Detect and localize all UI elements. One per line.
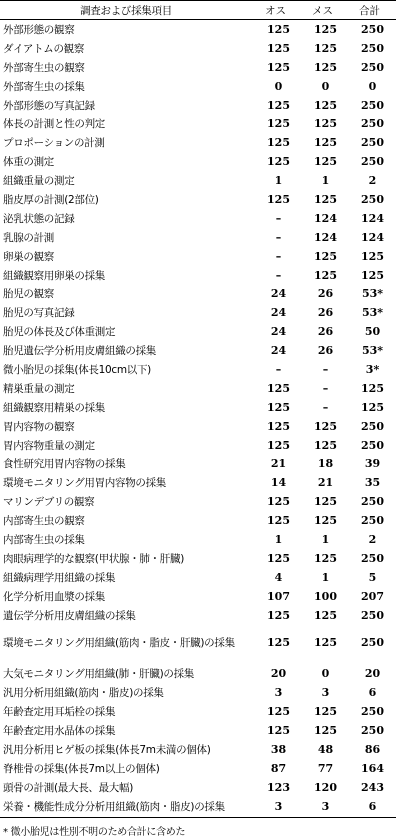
row-male: 125 xyxy=(267,705,290,719)
row-item: 外部形態の写真記録 xyxy=(3,99,95,112)
row-total: 250 xyxy=(361,551,384,565)
header-total: 合計 xyxy=(359,4,380,17)
row-male: 20 xyxy=(270,667,287,681)
table-bottom-rule xyxy=(0,817,396,818)
table-row xyxy=(0,114,396,133)
table-row xyxy=(0,58,396,77)
row-total: 250 xyxy=(361,419,384,433)
table-row xyxy=(0,247,396,266)
row-female: 26 xyxy=(317,306,334,320)
row-female: 48 xyxy=(317,743,334,756)
row-female: 125 xyxy=(314,117,337,131)
row-total: 250 xyxy=(361,724,384,738)
table-row xyxy=(0,303,396,322)
row-male: 125 xyxy=(267,155,290,169)
row-total: 125 xyxy=(361,249,384,263)
row-male: 38 xyxy=(270,743,287,756)
row-female: 124 xyxy=(314,230,337,244)
table-row xyxy=(0,284,396,303)
row-total: 53* xyxy=(361,306,384,320)
row-item: 汎用分析用ヒゲ板の採集(体長7m未満の個体) xyxy=(3,744,211,756)
row-item: 肉眼病理学的な観察(甲状腺・肺・肝臓) xyxy=(3,552,184,565)
row-female: 26 xyxy=(317,344,334,358)
row-male: 125 xyxy=(267,608,290,622)
row-total: 125 xyxy=(361,381,384,395)
table-row xyxy=(0,606,396,625)
row-female: 26 xyxy=(317,325,334,339)
row-female: – xyxy=(322,400,329,414)
row-female: 100 xyxy=(314,589,337,603)
table-row xyxy=(0,568,396,587)
row-item: 胃内容物の観察 xyxy=(3,420,75,433)
row-male: 1 xyxy=(274,532,283,546)
table-row xyxy=(0,266,396,285)
row-female: 125 xyxy=(314,636,337,649)
table-row xyxy=(0,511,396,530)
row-total: 250 xyxy=(361,155,384,169)
row-total: 250 xyxy=(361,705,384,719)
row-item: 環境モニタリング用胃内容物の採集 xyxy=(3,477,166,490)
row-total: 124 xyxy=(361,211,384,225)
row-male: 125 xyxy=(267,551,290,565)
row-male: 125 xyxy=(267,438,290,452)
row-male: 125 xyxy=(267,22,290,36)
row-male: – xyxy=(275,249,282,263)
row-item: 精巣重量の測定 xyxy=(3,382,75,395)
row-male: 21 xyxy=(270,457,287,471)
header-female: メス xyxy=(312,4,333,17)
row-male: 24 xyxy=(270,325,287,339)
row-item: ダイアトムの観察 xyxy=(3,42,85,55)
table-row xyxy=(0,492,396,511)
row-male: 1 xyxy=(274,174,283,188)
row-male: 125 xyxy=(267,724,290,738)
row-item: 体長の計測と性の判定 xyxy=(3,118,105,131)
row-total: 20 xyxy=(364,667,381,681)
table-row xyxy=(0,77,396,96)
row-total: 250 xyxy=(361,98,384,112)
row-male: 123 xyxy=(267,780,290,794)
row-female: 18 xyxy=(317,457,334,471)
row-female: 26 xyxy=(317,287,334,301)
row-total: 250 xyxy=(361,495,384,509)
row-total: 5 xyxy=(368,570,377,584)
row-female: 125 xyxy=(314,155,337,169)
row-female: 125 xyxy=(314,495,337,509)
table-row xyxy=(0,473,396,492)
row-item: 食性研究用胃内容物の採集 xyxy=(3,458,126,471)
row-item: 胎児の写真記録 xyxy=(3,307,75,320)
row-total: 243 xyxy=(361,780,384,794)
row-item: 胃内容物重量の測定 xyxy=(3,439,95,452)
table-row xyxy=(0,778,396,797)
row-male: 14 xyxy=(270,476,287,490)
row-female: 124 xyxy=(314,211,337,225)
row-female: 125 xyxy=(314,249,337,263)
table-row xyxy=(0,228,396,247)
row-male: 87 xyxy=(270,761,287,775)
row-female: 125 xyxy=(314,60,337,74)
row-total: 50 xyxy=(364,325,381,339)
table-header xyxy=(0,0,396,20)
row-total: 250 xyxy=(361,60,384,74)
table-body xyxy=(0,20,396,816)
row-item: 化学分析用血漿の採集 xyxy=(3,590,105,603)
footnote: * 微小胎児は性別不明のため合計に含めた xyxy=(3,826,186,838)
row-male: – xyxy=(275,362,282,376)
row-female: 0 xyxy=(321,79,330,93)
row-male: 24 xyxy=(270,287,287,301)
row-female: – xyxy=(322,362,329,376)
row-item: 内部寄生虫の採集 xyxy=(3,533,85,546)
table-row xyxy=(0,721,396,740)
row-total: 53* xyxy=(361,287,384,301)
row-item: 泌乳状態の記録 xyxy=(3,212,75,225)
row-item: 組織観察用精巣の採集 xyxy=(3,401,105,414)
table-row xyxy=(0,530,396,549)
table-row xyxy=(0,549,396,568)
row-female: 3 xyxy=(321,799,330,813)
row-male: 125 xyxy=(267,514,290,528)
table-row xyxy=(0,39,396,58)
row-female: – xyxy=(322,381,329,395)
row-male: 125 xyxy=(267,192,290,206)
row-male: 125 xyxy=(267,400,290,414)
table-row xyxy=(0,740,396,759)
row-item: 乳腺の計測 xyxy=(3,231,54,244)
row-male: – xyxy=(275,230,282,244)
row-total: 125 xyxy=(361,400,384,414)
row-item: 頭骨の計測(最大長、最大幅) xyxy=(3,781,133,794)
row-female: 125 xyxy=(314,705,337,719)
row-item: 微小胎児の採集(体長10cm以下) xyxy=(3,363,151,376)
row-female: 1 xyxy=(321,532,330,546)
row-male: 24 xyxy=(270,306,287,320)
table-row xyxy=(0,341,396,360)
row-item: 大気モニタリング用組織(肺・肝臓)の採集 xyxy=(3,668,194,681)
row-item: 脊椎骨の採集(体長7m以上の個体) xyxy=(3,762,160,775)
row-item: 胎児遺伝学分析用皮膚組織の採集 xyxy=(3,345,156,358)
table-row xyxy=(0,322,396,341)
row-total: 250 xyxy=(361,22,384,36)
row-total: 250 xyxy=(361,438,384,452)
table-row xyxy=(0,797,396,816)
row-male: 24 xyxy=(270,344,287,358)
row-item: 汎用分析用組織(筋肉・脂皮)の採集 xyxy=(3,687,164,700)
row-male: 0 xyxy=(274,79,283,93)
row-item: 外部寄生虫の観察 xyxy=(3,61,85,74)
row-total: 6 xyxy=(368,686,377,700)
table-row xyxy=(0,152,396,171)
table-row xyxy=(0,625,396,661)
row-item: 体重の測定 xyxy=(3,156,54,169)
row-item: 環境モニタリング用組織(筋肉・脂皮・肝臓)の採集 xyxy=(3,637,235,649)
row-total: 86 xyxy=(364,743,381,756)
row-female: 125 xyxy=(314,98,337,112)
row-item: 栄養・機能性成分分析用組織(筋肉・脂皮)の採集 xyxy=(3,800,225,813)
row-female: 125 xyxy=(314,438,337,452)
row-male: 125 xyxy=(267,60,290,74)
table-row xyxy=(0,96,396,115)
row-male: 125 xyxy=(267,136,290,150)
row-female: 1 xyxy=(321,570,330,584)
table-row xyxy=(0,417,396,436)
row-male: 4 xyxy=(274,570,283,584)
row-total: 6 xyxy=(368,799,377,813)
row-female: 125 xyxy=(314,136,337,150)
row-male: 125 xyxy=(267,419,290,433)
row-female: 125 xyxy=(314,514,337,528)
row-total: 250 xyxy=(361,136,384,150)
row-total: 2 xyxy=(368,532,377,546)
row-female: 3 xyxy=(321,686,330,700)
row-total: 125 xyxy=(361,268,384,282)
row-item: 年齢査定用耳垢栓の採集 xyxy=(3,706,116,719)
row-male: – xyxy=(275,211,282,225)
row-item: 外部寄生虫の採集 xyxy=(3,80,85,93)
row-female: 0 xyxy=(321,667,330,681)
row-male: 125 xyxy=(267,98,290,112)
row-item: 内部寄生虫の観察 xyxy=(3,515,85,528)
table-row xyxy=(0,436,396,455)
table-row xyxy=(0,171,396,190)
row-male: 125 xyxy=(267,636,290,649)
table-row xyxy=(0,360,396,379)
row-total: 250 xyxy=(361,636,384,649)
row-total: 250 xyxy=(361,514,384,528)
row-male: 107 xyxy=(267,589,290,603)
row-item: 組織重量の測定 xyxy=(3,175,75,188)
row-total: 207 xyxy=(361,589,384,603)
table-row xyxy=(0,587,396,606)
table-row xyxy=(0,398,396,417)
row-item: 外部形態の観察 xyxy=(3,23,75,36)
row-male: 125 xyxy=(267,495,290,509)
row-item: 胎児の体長及び体重測定 xyxy=(3,326,116,339)
header-item: 調査および採集項目 xyxy=(80,4,172,17)
header-male: オス xyxy=(265,4,286,17)
row-total: 250 xyxy=(361,117,384,131)
row-total: 124 xyxy=(361,230,384,244)
row-male: 125 xyxy=(267,41,290,55)
row-total: 3* xyxy=(365,362,380,376)
row-female: 125 xyxy=(314,22,337,36)
row-male: – xyxy=(275,268,282,282)
table-row xyxy=(0,759,396,778)
row-item: 遺伝学分析用皮膚組織の採集 xyxy=(3,609,136,622)
table-row xyxy=(0,454,396,473)
row-total: 35 xyxy=(364,476,381,490)
row-item: マリンデブリの観察 xyxy=(3,496,95,509)
row-total: 250 xyxy=(361,608,384,622)
row-item: 組織病理学用組織の採集 xyxy=(3,571,116,584)
row-female: 125 xyxy=(314,268,337,282)
table-row xyxy=(0,665,396,684)
row-total: 39 xyxy=(364,457,381,471)
row-item: プロポーションの計測 xyxy=(3,137,105,150)
row-female: 125 xyxy=(314,419,337,433)
row-female: 120 xyxy=(314,780,337,794)
row-female: 125 xyxy=(314,192,337,206)
row-total: 0 xyxy=(368,79,377,93)
row-female: 77 xyxy=(317,761,334,775)
row-item: 年齢査定用水晶体の採集 xyxy=(3,725,116,738)
row-total: 53* xyxy=(361,344,384,358)
row-total: 164 xyxy=(361,761,384,775)
row-total: 2 xyxy=(368,174,377,188)
row-female: 125 xyxy=(314,724,337,738)
row-item: 組織観察用卵巣の採集 xyxy=(3,269,105,282)
row-total: 250 xyxy=(361,192,384,206)
table-row xyxy=(0,190,396,209)
table-row xyxy=(0,133,396,152)
row-male: 125 xyxy=(267,117,290,131)
row-female: 125 xyxy=(314,41,337,55)
row-female: 125 xyxy=(314,551,337,565)
row-female: 21 xyxy=(317,476,334,490)
row-item: 胎児の観察 xyxy=(3,288,54,301)
row-female: 1 xyxy=(321,174,330,188)
table-row xyxy=(0,702,396,721)
table-row xyxy=(0,20,396,39)
row-male: 3 xyxy=(274,686,283,700)
row-male: 125 xyxy=(267,381,290,395)
row-item: 脂皮厚の計測(2部位) xyxy=(3,193,99,206)
row-total: 250 xyxy=(361,41,384,55)
table-row xyxy=(0,683,396,702)
row-male: 3 xyxy=(274,799,283,813)
table-row xyxy=(0,379,396,398)
row-female: 125 xyxy=(314,608,337,622)
table-row xyxy=(0,209,396,228)
row-item: 卵巣の観察 xyxy=(3,250,54,263)
